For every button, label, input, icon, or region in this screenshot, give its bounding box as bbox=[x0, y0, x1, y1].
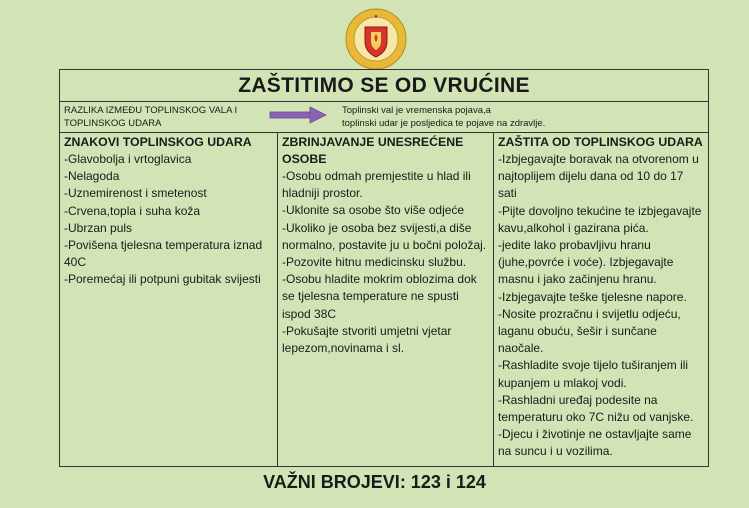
list-item: -Poremećaj ili potpuni gubitak svijesti bbox=[64, 272, 261, 287]
info-columns bbox=[60, 132, 708, 466]
protection-list bbox=[498, 151, 704, 461]
list-item: -Izbjegavajte teške tjelesne napore. bbox=[498, 289, 687, 304]
symptom-list bbox=[64, 151, 273, 289]
list-item: -Crvena,topla i suha koža bbox=[64, 203, 201, 218]
list-item: -Pijte dovoljno tekućine te izbjegavajte kavu,alkohol i gazirana pića. bbox=[498, 203, 702, 235]
list-item: -Rashladni uređaj podesite na temperaturu oko 7C nižu od vanjske. bbox=[498, 392, 694, 425]
list-item: -Povišena tjelesna temperatura iznad 40C bbox=[64, 238, 263, 270]
crest-logo bbox=[345, 8, 407, 70]
list-item: -Ubrzan puls bbox=[64, 220, 133, 235]
list-item: -Osobu hladite mokrim oblozima dok se tjelesna temperature ne spusti ispod 38C bbox=[282, 272, 477, 321]
poster-title: ZAŠTITIMO SE OD VRUĆINE bbox=[60, 70, 708, 102]
important-numbers: VAŽNI BROJEVI: 123 i 124 bbox=[263, 472, 486, 492]
list-item: -Glavobolja i vrtoglavica bbox=[64, 152, 192, 166]
list-item: -Rashladite svoje tijelo tuširanjem ili kupanjem u mlakoj vodi. bbox=[498, 358, 689, 390]
first-aid-list bbox=[282, 168, 489, 357]
column-first-aid bbox=[278, 132, 494, 466]
column-header: ZNAKOVI TOPLINSKOG UDARA bbox=[64, 135, 252, 149]
difference-explanation bbox=[342, 104, 702, 130]
difference-line-2: toplinski udar je posljedica te pojave na zdravlje. bbox=[342, 118, 546, 129]
column-symptoms bbox=[60, 132, 278, 466]
list-item: -Osobu odmah premjestite u hlad ili hladniji prostor. bbox=[282, 169, 471, 201]
column-header: ZAŠTITA OD TOPLINSKOG UDARA bbox=[498, 135, 703, 149]
list-item: -Izbjegavajte boravak na otvorenom u najtoplijem dijelu dana od 10 do 17 sati bbox=[498, 152, 699, 201]
heat-poster bbox=[59, 69, 709, 467]
list-item: -Djecu i životinje ne ostavljajte same na suncu i u vozilima. bbox=[498, 427, 692, 459]
list-item: -Uznemirenost i smetenost bbox=[64, 186, 207, 201]
list-item: -Pozovite hitnu medicinsku službu. bbox=[282, 255, 467, 270]
list-item: -Uklonite sa osobe što više odjeće bbox=[282, 203, 465, 218]
column-header: ZBRINJAVANJE UNESREĆENE OSOBE bbox=[282, 135, 464, 166]
list-item: -Nelagoda bbox=[64, 169, 120, 184]
difference-label: RAZLIKA IZMEĐU TOPLINSKOG VALA I TOPLINSKOG UDARA bbox=[64, 105, 238, 129]
column-protection bbox=[494, 132, 708, 466]
list-item: -Ukoliko je osoba bez svijesti,a diše normalno, postavite ju u bočni položaj. bbox=[282, 220, 487, 252]
list-item: -jedite lako probavljivu hranu (juhe,povrće i voće). Izbjegavajte masnu i jako začinjenu hranu. bbox=[498, 238, 674, 287]
difference-line-1: Toplinski val je vremenska pojava,a bbox=[342, 105, 491, 116]
list-item: -Pokušajte stvoriti umjetni vjetar lepezom,novinama i sl. bbox=[282, 323, 452, 356]
difference-row bbox=[60, 101, 708, 133]
logo-lettering: ★ bbox=[373, 14, 379, 20]
right-arrow-icon bbox=[268, 106, 328, 124]
list-item: -Nosite prozračnu i svijetlu odjeću, laganu obuću, šešir i sunčane naočale. bbox=[498, 306, 681, 356]
